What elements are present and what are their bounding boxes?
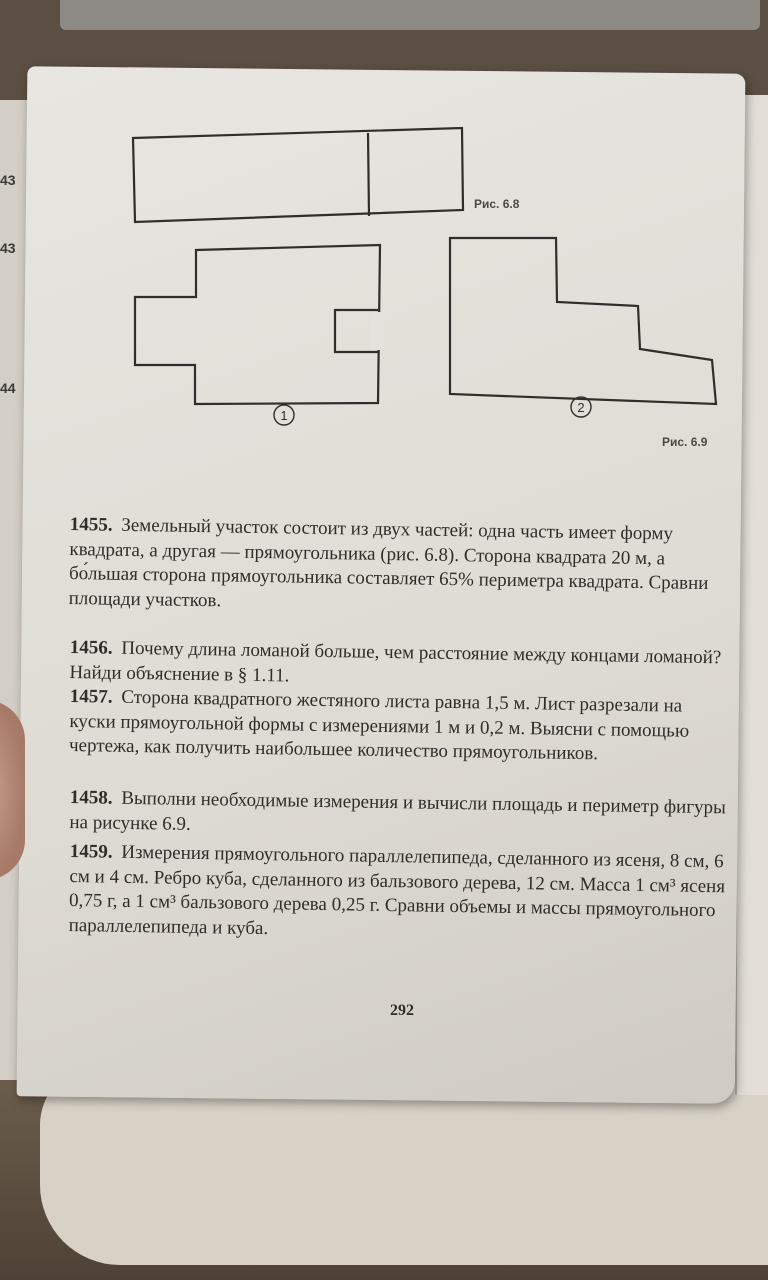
margin-number: 43 xyxy=(0,172,16,188)
problem-text: Выполни необходимые измерения и вычисли площадь и периметр фигуры на рисунке 6.9. xyxy=(69,787,727,835)
problem-1455 xyxy=(68,513,729,621)
fig-6-8-outline xyxy=(133,128,463,222)
problem-text: Земельный участок состоит из двух частей: одна часть имеет форму квадрата, а другая — прямоугольника (рис. 6.8). Сторона квадрата 20 м, а бо́льшая сторона прямоугольника составляет 65% периметра квадрата. Сравни площади участков. xyxy=(68,514,709,611)
problem-text: Сторона квадратного жестяного листа равна 1,5 м. Лист разрезали на куски прямоугольной формы с измерениями 1 м и 0,2 м. Выясни с помощью чертежа, как получить наибольшее количество прямоугольников. xyxy=(68,686,690,765)
problem-text: Почему длина ломаной больше, чем расстояние между концами ломаной? Найди объяснение в § 1.11. xyxy=(69,637,722,686)
problem-text: Измерения прямоугольного параллелепипеда, сделанного из ясеня, 8 см, 6 см и 4 см. Ребро куба, сделанного из бальзового дерева, 12 см. Масса 1 см³ ясеня 0,75 г, а 1 см³ бальзового дерева 0,25 г. Сравни объемы и массы прямоугольного параллелепипеда и куба. xyxy=(68,841,726,939)
problem-1459 xyxy=(68,840,729,948)
margin-number: 43 xyxy=(0,240,16,256)
fig-6-9-shape-1 xyxy=(135,245,380,404)
problem-number: 1459. xyxy=(69,840,113,863)
fig-6-9-caption: Рис. 6.9 xyxy=(662,435,708,449)
problem-number: 1457. xyxy=(69,685,113,708)
problem-number: 1456. xyxy=(69,636,113,659)
fig-6-9-shape-2 xyxy=(450,238,716,404)
margin-number: 44 xyxy=(0,380,16,396)
shape-2-marker: 2 xyxy=(577,400,585,415)
figure-6-8 xyxy=(133,128,463,222)
problem-number: 1458. xyxy=(69,786,113,809)
fig-6-8-divider xyxy=(368,133,369,216)
problem-1457 xyxy=(69,685,730,769)
finger xyxy=(0,700,25,880)
page-number: 292 xyxy=(390,1002,414,1019)
problem-number: 1455. xyxy=(69,513,113,536)
shape-1-marker: 1 xyxy=(280,408,288,423)
fig-6-8-caption: Рис. 6.8 xyxy=(474,197,520,211)
problem-1458 xyxy=(69,786,730,845)
